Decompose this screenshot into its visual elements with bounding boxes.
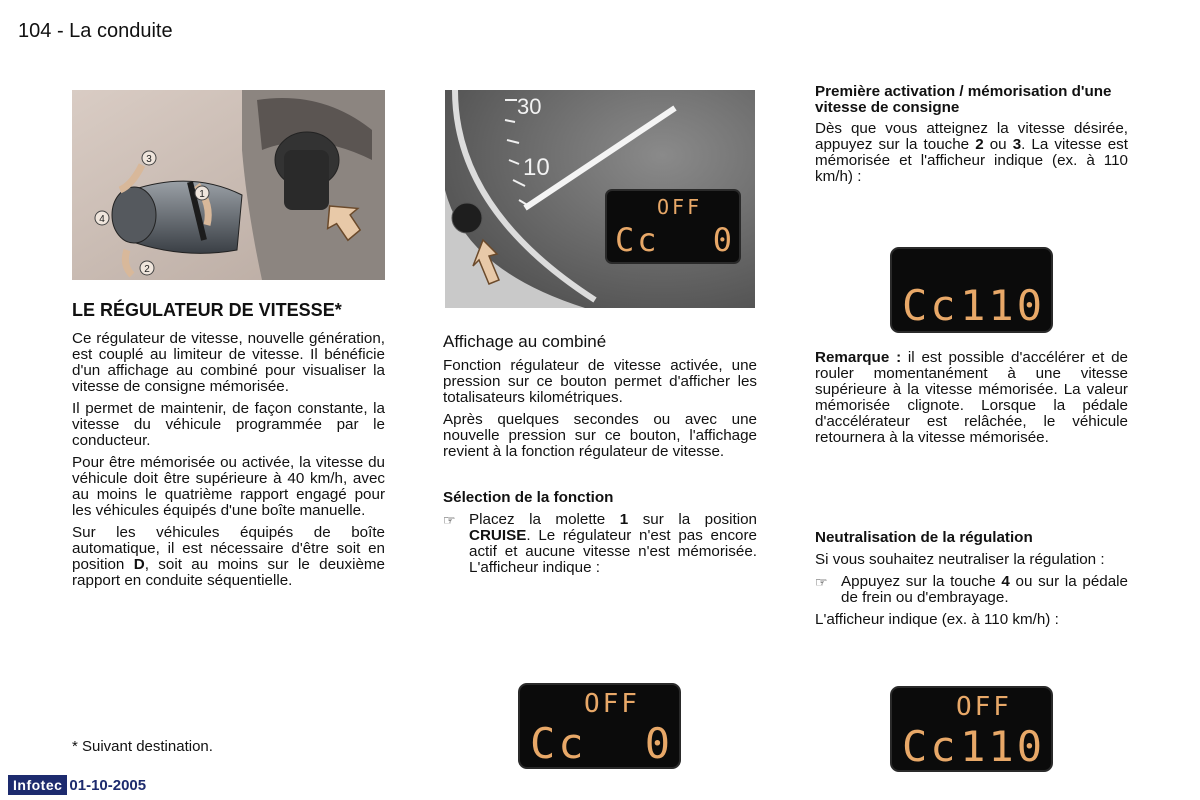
- display-mode-text: Cc: [902, 281, 959, 330]
- stalk-label-3: 3: [146, 154, 152, 165]
- remark-block: [815, 350, 1128, 452]
- stalk-illustration: [72, 90, 385, 280]
- footer: [8, 775, 146, 795]
- paragraph: Ce régulateur de vitesse, nouvelle génération, est couplé au limiteur de vitesse. Il bénéficie d'un affichage au combiné pour visualiser la vitesse de consigne mémorisée.: [72, 330, 385, 395]
- paragraph: L'afficheur indique (ex. à 110 km/h) :: [815, 611, 1059, 628]
- subsection-heading: Sélection de la fonction: [443, 489, 614, 506]
- column-left: [72, 301, 385, 595]
- footnote: * Suivant destination.: [72, 738, 213, 755]
- display-speed-text: 110: [960, 281, 1045, 330]
- infotec-logo: Infotec: [8, 775, 67, 795]
- gauge-cruise-display: [605, 189, 741, 264]
- stalk-label-4: 4: [99, 214, 105, 225]
- stalk-label-2: 2: [144, 264, 150, 275]
- activation-display: [890, 247, 1053, 333]
- pointing-hand-icon: ☞: [443, 512, 456, 528]
- display-off-text: OFF: [956, 692, 1012, 722]
- column-middle: [443, 333, 757, 582]
- display-speed-text: 110: [960, 722, 1045, 771]
- paragraph: Si vous souhaitez neutraliser la régulation :: [815, 551, 1105, 568]
- selection-display: [518, 683, 681, 769]
- gauge-label-30: 30: [517, 94, 542, 119]
- paragraph: Il permet de maintenir, de façon constante, la vitesse du véhicule programmée par le conducteur.: [72, 400, 385, 449]
- list-item: ☞ Appuyez sur la touche 4 ou sur la pédale de frein ou d'embrayage.: [815, 573, 1128, 606]
- paragraph: Fonction régulateur de vitesse activée, une pression sur ce bouton permet d'afficher les totalisateurs kilométriques.: [443, 357, 757, 406]
- display-mode-text: Cc: [615, 221, 660, 259]
- footer-date: 01-10-2005: [69, 776, 147, 794]
- display-off-text: OFF: [584, 689, 640, 719]
- neutralisation-block: [815, 530, 1128, 634]
- remark-paragraph: Remarque : il est possible d'accélérer et de rouler momentanément à une vitesse supérieure à la vitesse mémorisée. La valeur mémorisée clignote. Lorsque la pédale d'accélérateur est relâchée, le véhicule retournera à la vitesse mémorisée.: [815, 349, 1128, 446]
- section-heading: LE RÉGULATEUR DE VITESSE*: [72, 300, 342, 320]
- page-header: [18, 20, 173, 43]
- section-heading: Affichage au combiné: [443, 332, 607, 351]
- stalk-photo: [72, 90, 385, 280]
- column-right: [815, 84, 1128, 191]
- subsection-heading: Neutralisation de la régulation: [815, 529, 1033, 546]
- header-separator: -: [56, 20, 64, 42]
- section-title: La conduite: [69, 20, 173, 42]
- paragraph: Dès que vous atteignez la vitesse désirée, appuyez sur la touche 2 ou 3. La vitesse est mémorisée et l'afficheur indique (ex. à 110 km/h) :: [815, 120, 1128, 185]
- gear-position-d: D: [133, 556, 145, 573]
- section-heading: Première activation / mémorisation d'une vitesse de consigne: [815, 83, 1112, 116]
- paragraph: Sur les véhicules équipés de boîte automatique, il est nécessaire d'être soit en position D, soit au moins sur le deuxième rapport en conduite séquentielle.: [72, 524, 385, 589]
- paragraph: Pour être mémorisée ou activée, la vitesse du véhicule doit être supérieure à 40 km/h, avec au moins le quatrième rapport engagé pour les véhicules équipés d'une boîte manuelle.: [72, 454, 385, 519]
- list-item: ☞ Placez la molette 1 sur la position CRUISE. Le régulateur n'est pas encore actif et aucune vitesse n'est mémorisée. L'afficheur indique :: [443, 511, 757, 576]
- neutralisation-display: [890, 686, 1053, 772]
- display-speed-text: 0: [644, 719, 673, 768]
- display-off-text: OFF: [657, 195, 703, 219]
- display-speed-text: 0: [712, 221, 735, 259]
- display-mode-text: Cc: [902, 722, 959, 771]
- page-number: 104: [18, 20, 52, 42]
- display-mode-text: Cc: [530, 719, 587, 768]
- paragraph: Après quelques secondes ou avec une nouvelle pression sur ce bouton, l'affichage revient à la fonction régulateur de vitesse.: [443, 411, 757, 460]
- gauge-label-10: 10: [523, 154, 550, 181]
- pointing-hand-icon: ☞: [815, 574, 828, 590]
- stalk-label-1: 1: [199, 189, 205, 200]
- gauge-photo: [445, 90, 755, 308]
